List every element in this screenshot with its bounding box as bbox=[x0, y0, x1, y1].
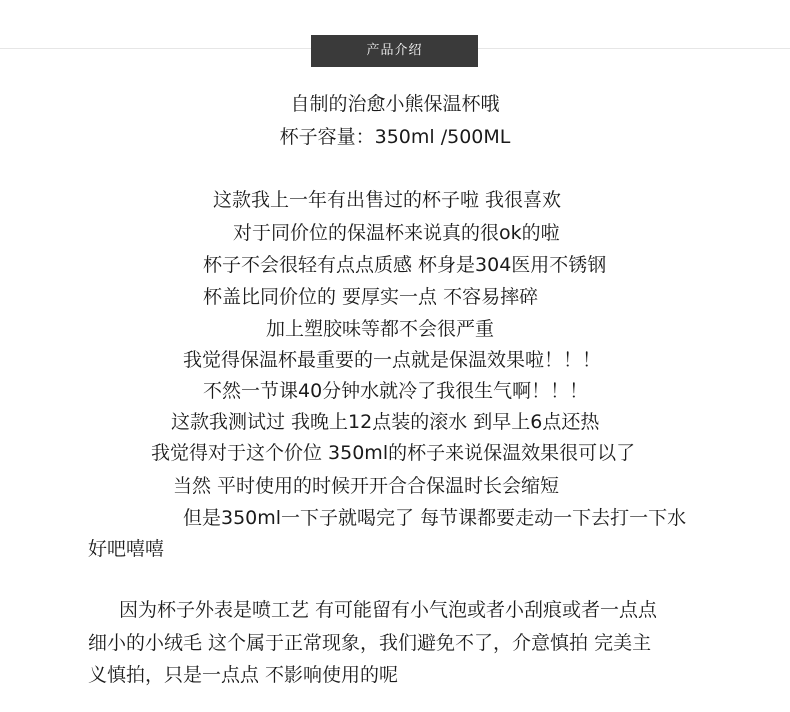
description-line: 这款我测试过 我晚上12点装的滚水 到早上6点还热 bbox=[171, 411, 600, 433]
description-line: 这款我上一年有出售过的杯子啦 我很喜欢 bbox=[213, 189, 562, 211]
notice-line: 义慎拍，只是一点点 不影响使用的呢 bbox=[88, 664, 399, 686]
description-line: 杯盖比同价位的 要厚实一点 不容易摔碎 bbox=[203, 286, 539, 308]
description-line: 对于同价位的保温杯来说真的很ok的啦 bbox=[233, 222, 560, 244]
description-line: 加上塑胶味等都不会很严重 bbox=[266, 318, 495, 340]
description-line: 杯子不会很轻有点点质感 杯身是304医用不锈钢 bbox=[203, 254, 607, 276]
description-line: 当然 平时使用的时候开开合合保温时长会缩短 bbox=[173, 475, 560, 497]
product-title: 自制的治愈小熊保温杯哦 bbox=[290, 93, 500, 115]
description-line: 但是350ml一下子就喝完了 每节课都要走动一下去打一下水 bbox=[183, 507, 687, 529]
description-line: 我觉得保温杯最重要的一点就是保温效果啦！！！ bbox=[183, 349, 602, 371]
description-line: 好吧嘻嘻 bbox=[88, 538, 165, 560]
description-line: 不然一节课40分钟水就冷了我很生气啊！！！ bbox=[203, 380, 589, 402]
description-line: 我觉得对于这个价位 350ml的杯子来说保温效果很可以了 bbox=[151, 442, 636, 464]
capacity-line: 杯子容量：350ml /500ML bbox=[279, 126, 511, 148]
section-header-label: 产品介绍 bbox=[311, 35, 478, 67]
notice-line: 细小的小绒毛 这个属于正常现象，我们避免不了，介意慎拍 完美主 bbox=[88, 632, 652, 654]
notice-line: 因为杯子外表是喷工艺 有可能留有小气泡或者小刮痕或者一点点 bbox=[119, 599, 658, 621]
